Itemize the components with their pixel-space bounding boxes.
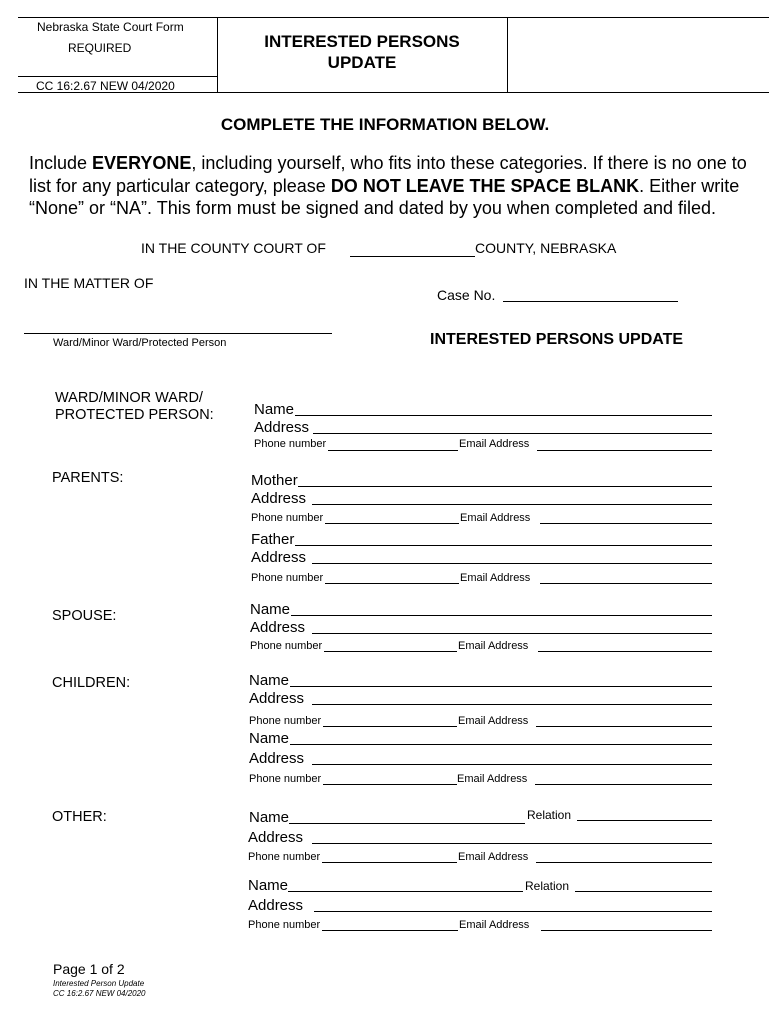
father-email-label: Email Address bbox=[460, 572, 531, 584]
ward-name-input-line[interactable] bbox=[24, 333, 332, 334]
intro-p1-c: , including yourself, who fits into these categories. If there is no one to bbox=[191, 153, 747, 173]
other1-email-label: Email Address bbox=[458, 851, 529, 863]
other1-email-field[interactable] bbox=[536, 862, 712, 863]
father-phone-field[interactable] bbox=[325, 583, 459, 584]
court-suffix: COUNTY, NEBRASKA bbox=[475, 240, 617, 256]
intro-p1-a: Include bbox=[29, 153, 93, 173]
mother-phone-label: Phone number bbox=[251, 512, 324, 524]
ward-caption: Ward/Minor Ward/Protected Person bbox=[53, 337, 227, 349]
intro-p2-a: list for any particular category, please bbox=[29, 176, 331, 196]
other1-name-field[interactable] bbox=[289, 823, 525, 824]
mother-label: Mother bbox=[251, 472, 298, 489]
ward-email-label: Email Address bbox=[459, 438, 530, 450]
form-subtitle: INTERESTED PERSONS UPDATE bbox=[430, 331, 684, 348]
mother-phone-field[interactable] bbox=[325, 523, 459, 524]
children-section-label: CHILDREN: bbox=[52, 675, 131, 691]
other2-relation-field[interactable] bbox=[575, 891, 712, 892]
child1-phone-label: Phone number bbox=[249, 715, 322, 727]
intro-paragraph-line3: “None” or “NA”. This form must be signed and dated by you when completed and filed. bbox=[29, 198, 717, 218]
father-name-field[interactable] bbox=[295, 545, 712, 546]
spouse-name-field[interactable] bbox=[291, 615, 712, 616]
other1-address-label: Address bbox=[248, 829, 304, 846]
spouse-section-label: SPOUSE: bbox=[52, 608, 117, 624]
header-title-line1: INTERESTED PERSONS bbox=[264, 32, 460, 51]
spouse-address-field[interactable] bbox=[312, 633, 712, 634]
header-divider-2 bbox=[507, 17, 508, 93]
child1-email-label: Email Address bbox=[458, 715, 529, 727]
ward-phone-label: Phone number bbox=[254, 438, 327, 450]
child1-address-field[interactable] bbox=[312, 704, 712, 705]
court-prefix: IN THE COUNTY COURT OF bbox=[141, 240, 326, 256]
other1-phone-label: Phone number bbox=[248, 851, 321, 863]
child2-address-field[interactable] bbox=[312, 764, 712, 765]
other1-phone-field[interactable] bbox=[322, 862, 457, 863]
intro-p2-b: DO NOT LEAVE THE SPACE BLANK bbox=[330, 176, 640, 196]
other1-relation-field[interactable] bbox=[577, 820, 712, 821]
ward-name-field[interactable] bbox=[295, 415, 712, 416]
mother-email-label: Email Address bbox=[460, 512, 531, 524]
spouse-email-field[interactable] bbox=[538, 651, 712, 652]
spouse-address-label: Address bbox=[250, 619, 306, 636]
other1-name-label: Name bbox=[249, 809, 290, 826]
child1-email-field[interactable] bbox=[536, 726, 712, 727]
other-section-label: OTHER: bbox=[52, 809, 107, 825]
child2-phone-label: Phone number bbox=[249, 773, 322, 785]
case-no-input-line[interactable] bbox=[503, 301, 678, 302]
other1-relation-label: Relation bbox=[527, 808, 572, 822]
other2-name-label: Name bbox=[248, 877, 289, 894]
child2-email-field[interactable] bbox=[535, 784, 712, 785]
county-input-line[interactable] bbox=[350, 256, 475, 257]
mother-address-label: Address bbox=[251, 490, 307, 507]
other2-name-field[interactable] bbox=[288, 891, 523, 892]
ward-address-field[interactable] bbox=[313, 433, 712, 434]
ward-email-field[interactable] bbox=[537, 450, 712, 451]
ward-address-label: Address bbox=[254, 419, 310, 436]
spouse-phone-field[interactable] bbox=[324, 651, 457, 652]
other2-address-label: Address bbox=[248, 897, 304, 914]
case-no-label: Case No. bbox=[437, 287, 496, 303]
child2-address-label: Address bbox=[249, 750, 305, 767]
header-form-code: CC 16:2.67 NEW 04/2020 bbox=[36, 79, 175, 93]
other1-address-field[interactable] bbox=[312, 843, 712, 844]
other2-email-label: Email Address bbox=[459, 919, 530, 931]
intro-paragraph-line1 bbox=[29, 153, 747, 174]
spouse-name-label: Name bbox=[250, 601, 291, 618]
intro-p2-c: . Either write bbox=[639, 176, 740, 196]
page-number: Page 1 of 2 bbox=[53, 961, 125, 977]
father-address-label: Address bbox=[251, 549, 307, 566]
child1-phone-field[interactable] bbox=[323, 726, 457, 727]
ward-phone-field[interactable] bbox=[328, 450, 458, 451]
parents-section-label: PARENTS: bbox=[52, 470, 124, 486]
intro-p1-b: EVERYONE bbox=[92, 153, 192, 173]
ward-section-label-1: WARD/MINOR WARD/ bbox=[55, 390, 203, 406]
intro-heading: COMPLETE THE INFORMATION BELOW. bbox=[220, 115, 550, 134]
intro-paragraph-line2 bbox=[29, 176, 739, 197]
child2-name-field[interactable] bbox=[290, 744, 712, 745]
other2-address-field[interactable] bbox=[314, 911, 712, 912]
father-email-field[interactable] bbox=[540, 583, 712, 584]
child1-address-label: Address bbox=[249, 690, 305, 707]
child1-name-field[interactable] bbox=[290, 686, 712, 687]
father-phone-label: Phone number bbox=[251, 572, 324, 584]
footer-form-code: CC 16:2.67 NEW 04/2020 bbox=[53, 989, 146, 998]
other2-phone-label: Phone number bbox=[248, 919, 321, 931]
ward-name-label: Name bbox=[254, 401, 295, 418]
other2-phone-field[interactable] bbox=[322, 930, 458, 931]
other2-relation-label: Relation bbox=[525, 879, 570, 893]
header-form-line1: Nebraska State Court Form bbox=[37, 20, 184, 34]
child2-phone-field[interactable] bbox=[323, 784, 457, 785]
child2-name-label: Name bbox=[249, 730, 290, 747]
mother-address-field[interactable] bbox=[312, 504, 712, 505]
matter-label: IN THE MATTER OF bbox=[24, 275, 154, 291]
footer-form-name: Interested Person Update bbox=[53, 979, 145, 988]
mother-name-field[interactable] bbox=[298, 486, 712, 487]
header-title-line2: UPDATE bbox=[327, 53, 397, 72]
spouse-phone-label: Phone number bbox=[250, 640, 323, 652]
father-address-field[interactable] bbox=[312, 563, 712, 564]
father-label: Father bbox=[251, 531, 295, 548]
spouse-email-label: Email Address bbox=[458, 640, 529, 652]
child1-name-label: Name bbox=[249, 672, 290, 689]
mother-email-field[interactable] bbox=[540, 523, 712, 524]
other2-email-field[interactable] bbox=[541, 930, 712, 931]
header-form-line2: REQUIRED bbox=[68, 41, 132, 55]
ward-section-label-2: PROTECTED PERSON: bbox=[55, 407, 214, 423]
child2-email-label: Email Address bbox=[457, 773, 528, 785]
header-top-rule bbox=[18, 17, 769, 18]
header-code-rule bbox=[18, 76, 217, 77]
